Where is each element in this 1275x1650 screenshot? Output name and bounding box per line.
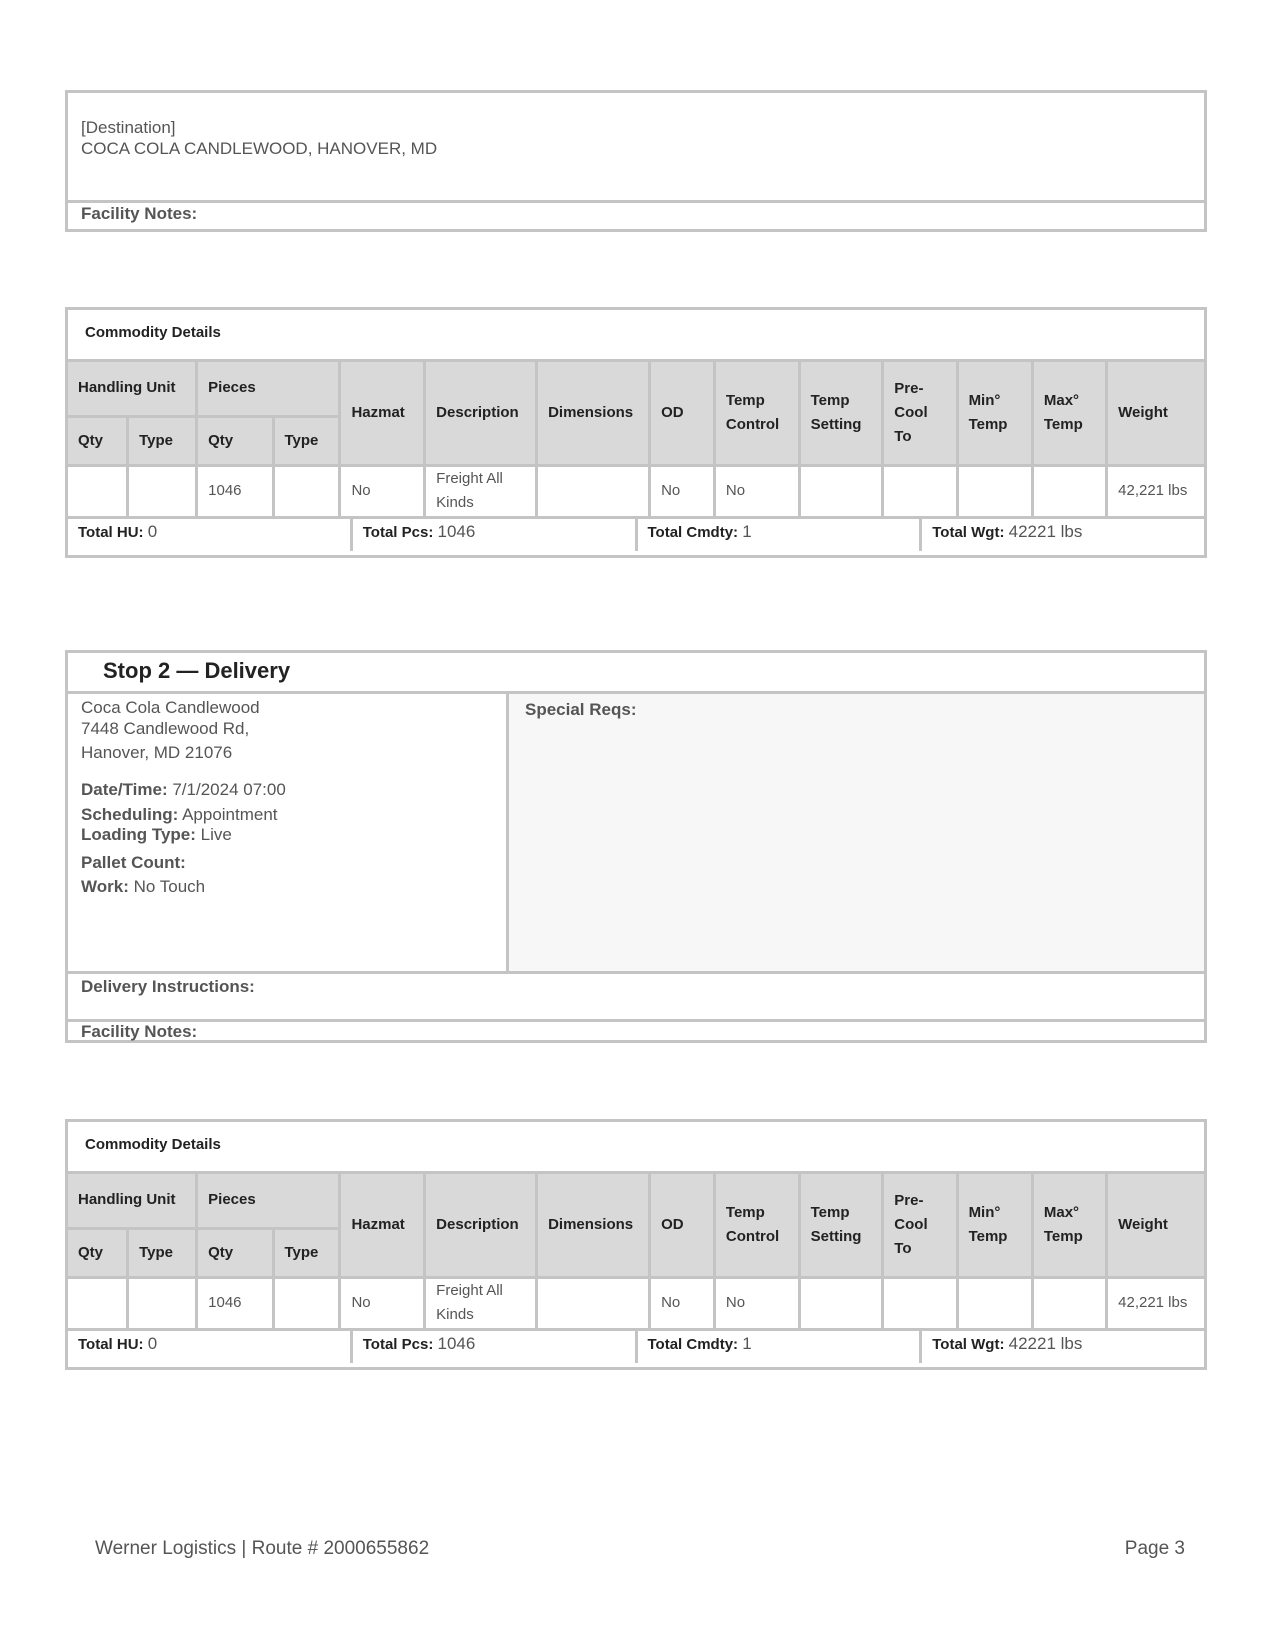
delivery-instructions-label: Delivery Instructions: [68,974,1204,1022]
header-precool: Pre-Cool To [883,362,957,465]
stop-2-section [65,650,1207,1043]
datetime-value: 7/1/2024 07:00 [172,780,286,799]
total-cmdty [638,519,923,551]
cell-description: Freight All Kinds [425,1277,537,1329]
loading-type-label: Loading Type: [81,825,196,844]
cell-od: No [650,1277,715,1329]
table-row [68,465,1204,517]
header-weight: Weight [1107,362,1204,465]
total-wgt-label: Total Wgt: [932,523,1005,541]
commodity-details-1 [65,307,1207,558]
loading-type-value: Live [200,825,232,844]
stop-facility-notes-label: Facility Notes: [81,1022,198,1041]
header-temp-control: Temp Control [714,362,799,465]
cell-hazmat: No [340,1277,425,1329]
cell-pieces-type [273,465,340,517]
header-od: OD [650,1174,715,1277]
total-hu-label: Total HU: [78,1335,144,1353]
work-label: Work: [81,877,129,896]
total-cmdty [638,1331,923,1363]
header-dimensions: Dimensions [537,1174,650,1277]
total-pcs [353,1331,638,1363]
stop-scheduling [81,805,506,825]
stop-title: Stop 2 — Delivery [68,653,1204,694]
cell-precool [883,1277,957,1329]
cell-hu-qty [68,465,128,517]
total-cmdty-label: Total Cmdty: [647,1335,739,1353]
special-reqs [509,694,1204,971]
destination-name: COCA COLA CANDLEWOOD, HANOVER, MD [81,139,438,158]
cell-hu-qty [68,1277,128,1329]
stop-loading-type [81,825,506,845]
header-hazmat: Hazmat [340,362,425,465]
header-temp-control: Temp Control [714,1174,799,1277]
cell-od: No [650,465,715,517]
stop-datetime [81,780,506,800]
destination-section [65,90,1207,232]
datetime-label: Date/Time: [81,780,168,799]
header-pieces-type: Type [273,1228,340,1277]
total-wgt-value: 42221 lbs [1008,1333,1083,1353]
commodity-table [68,362,1204,519]
footer-route: Werner Logistics | Route # 2000655862 [95,1538,430,1559]
pallet-count-label: Pallet Count: [81,853,186,872]
header-pieces-qty: Qty [197,1228,273,1277]
cell-hu-type [128,465,197,517]
stop-work [81,877,506,897]
total-wgt [922,1331,1204,1363]
stop-address-line2: Hanover, MD 21076 [81,743,233,762]
commodity-title: Commodity Details [68,1122,1204,1174]
total-pcs-label: Total Pcs: [362,523,434,541]
table-row [68,1277,1204,1329]
work-value: No Touch [133,877,206,896]
header-handling-unit: Handling Unit [68,1174,197,1228]
commodity-totals [68,1331,1204,1363]
cell-hu-type [128,1277,197,1329]
header-hu-qty: Qty [68,1228,128,1277]
cell-temp-setting [799,1277,883,1329]
header-weight: Weight [1107,1174,1204,1277]
header-max-temp: Max° Temp [1032,362,1106,465]
header-hu-qty: Qty [68,416,128,465]
total-hu-value: 0 [147,521,158,541]
total-hu-label: Total HU: [78,523,144,541]
header-pieces-qty: Qty [197,416,273,465]
scheduling-label: Scheduling: [81,805,179,824]
destination-label: [Destination] [81,118,176,137]
total-cmdty-value: 1 [742,521,752,541]
commodity-totals [68,519,1204,551]
scheduling-value: Appointment [182,805,278,824]
header-hazmat: Hazmat [340,1174,425,1277]
footer-page-number: Page 3 [1124,1538,1185,1559]
commodity-details-2 [65,1119,1207,1370]
cell-max-temp [1032,465,1106,517]
total-wgt-label: Total Wgt: [932,1335,1005,1353]
cell-min-temp [957,1277,1032,1329]
header-handling-unit: Handling Unit [68,362,197,416]
header-temp-setting: Temp Setting [799,1174,883,1277]
header-temp-setting: Temp Setting [799,362,883,465]
header-min-temp: Min° Temp [957,1174,1032,1277]
stop-company: Coca Cola Candlewood [81,698,260,717]
page-footer [95,1538,1185,1560]
cell-weight: 42,221 lbs [1107,1277,1204,1329]
cell-temp-setting [799,465,883,517]
header-od: OD [650,362,715,465]
total-hu-value: 0 [147,1333,158,1353]
cell-pieces-qty: 1046 [197,1277,273,1329]
header-max-temp: Max° Temp [1032,1174,1106,1277]
cell-weight: 42,221 lbs [1107,465,1204,517]
total-hu [68,519,353,551]
cell-pieces-qty: 1046 [197,465,273,517]
facility-notes-label: Facility Notes: [81,204,198,223]
commodity-title: Commodity Details [68,310,1204,362]
total-hu [68,1331,353,1363]
header-dimensions: Dimensions [537,362,650,465]
cell-pieces-type [273,1277,340,1329]
stop-address-line1: 7448 Candlewood Rd, [81,719,250,738]
header-pieces: Pieces [197,362,340,416]
total-pcs [353,519,638,551]
total-cmdty-value: 1 [742,1333,752,1353]
cell-description: Freight All Kinds [425,465,537,517]
stop-details [68,694,509,971]
destination-body [68,93,1204,203]
header-pieces: Pieces [197,1174,340,1228]
cell-dimensions [537,465,650,517]
header-hu-type: Type [128,1228,197,1277]
total-pcs-value: 1046 [437,1333,476,1353]
total-pcs-value: 1046 [437,521,476,541]
cell-temp-control: No [714,465,799,517]
total-wgt [922,519,1204,551]
total-pcs-label: Total Pcs: [362,1335,434,1353]
header-pieces-type: Type [273,416,340,465]
cell-dimensions [537,1277,650,1329]
cell-max-temp [1032,1277,1106,1329]
cell-hazmat: No [340,465,425,517]
special-reqs-label: Special Reqs: [525,700,637,719]
cell-temp-control: No [714,1277,799,1329]
commodity-table [68,1174,1204,1331]
header-min-temp: Min° Temp [957,362,1032,465]
stop-pallet-count [81,853,506,873]
header-description: Description [425,362,537,465]
header-hu-type: Type [128,416,197,465]
total-wgt-value: 42221 lbs [1008,521,1083,541]
total-cmdty-label: Total Cmdty: [647,523,739,541]
header-precool: Pre-Cool To [883,1174,957,1277]
header-description: Description [425,1174,537,1277]
cell-min-temp [957,465,1032,517]
cell-precool [883,465,957,517]
